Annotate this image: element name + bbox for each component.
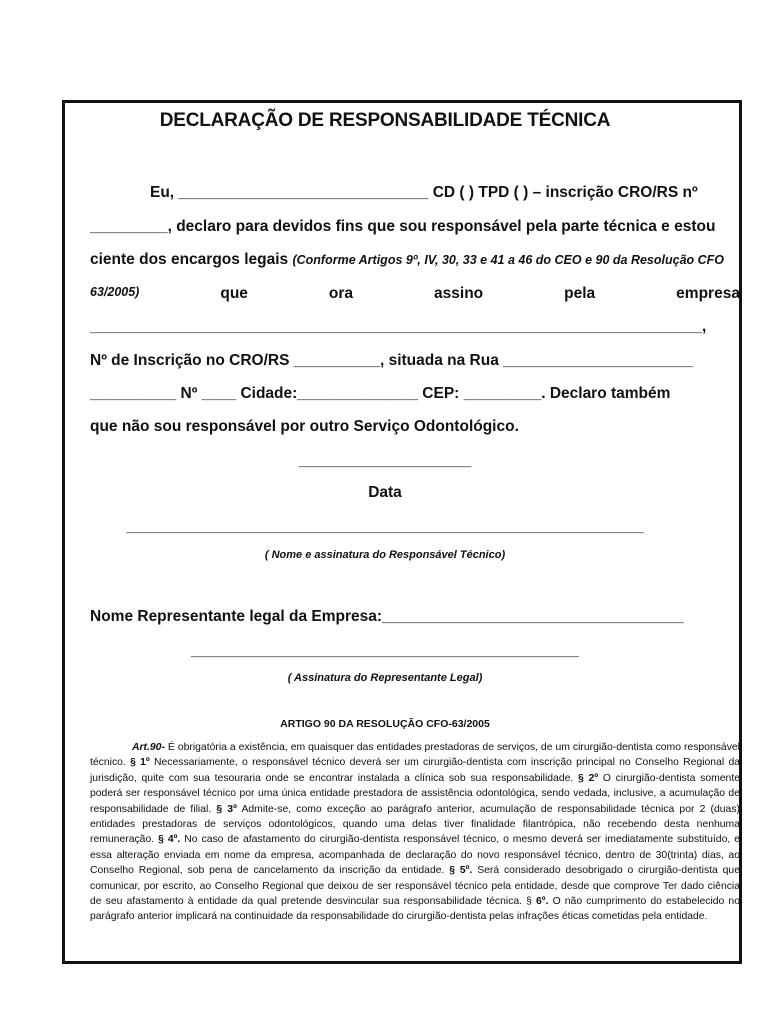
article-body (90, 740, 740, 925)
signature-line: ____________________________________________________________ (126, 518, 644, 535)
date-line: ____________________ (298, 452, 472, 469)
declaration-line-1: Eu, _____________________________ CD ( ) TPD ( ) – inscrição CRO/RS nº (150, 184, 698, 201)
declaration-line-3-text: ciente dos encargos legais (90, 251, 289, 268)
line4-word: que (220, 285, 248, 302)
paragraph-6-label: 6º. (536, 896, 549, 908)
paragraph-6: O não cumprimento do estabelecido no parágrafo anterior implicará na continuidade da responsabilidade do cirurgião-dentista pelas infrações éticas cometidas pela entidade. (90, 896, 740, 923)
article-heading: ARTIGO 90 DA RESOLUÇÃO CFO-63/2005 (280, 718, 490, 730)
line4-word: assino (434, 285, 484, 302)
declaration-line-4 (90, 285, 740, 303)
paragraph-5-label: § 5º. (449, 865, 473, 877)
paragraph-1-label: § 1º (130, 757, 150, 769)
company-representative-label: Nome Representante legal da Empresa:___________________________________ (90, 608, 684, 625)
line4-word: 63/2005) (90, 285, 140, 299)
company-name-blank: _______________________________________________________________________, (90, 318, 707, 335)
declaration-line-8: que não sou responsável por outro Serviço Odontológico. (90, 418, 519, 435)
declaration-line-6: Nº de Inscrição no CRO/RS __________, situada na Rua ______________________ (90, 352, 693, 369)
paragraph-3-label: § 3º (216, 803, 237, 815)
paragraph-4: No caso de afastamento do cirurgião-dentista responsável técnico, o mesmo deverá ser imediatamente substituído, e essa alteração enviada em nome da empresa, acompanhada de declaração do novo responsável técnico, dentro de 30(trinta) dias, ao Conselho Regional, sob pena de cancelamento da inscrição da entidade. (90, 834, 740, 877)
declaration-line-2: _________, declaro para devidos fins que sou responsável pela parte técnica e estou (90, 218, 716, 235)
line4-word: empresa (676, 285, 740, 302)
line4-word: pela (564, 285, 596, 302)
declaration-line-3-italic: (Conforme Artigos 9º, IV, 30, 33 e 41 a 46 do CEO e 90 da Resolução CFO (292, 253, 725, 267)
paragraph-2-label: § 2º (578, 772, 599, 784)
representative-signature-line: _____________________________________________ (191, 642, 579, 659)
paragraph-1: Necessariamente, o responsável técnico deverá ser um cirurgião-dentista com inscrição principal no Conselho Regional da jurisdição, quite com sua tesouraria onde se encontrar instalada a clínica sob sua responsabilidade. (90, 757, 741, 784)
signature-caption: ( Nome e assinatura do Responsável Técnico) (264, 549, 506, 561)
paragraph-2: O cirurgião-dentista somente poderá ser responsável técnico por uma única entidade prestadora de assistência odontológica, sendo vedada, inclusive, a acumulação de responsabilidade de filial. (90, 772, 740, 815)
article-intro: É obrigatória a existência, em quaisquer das entidades prestadoras de serviços, de um cirurgião-dentista como responsável técnico. (90, 742, 740, 769)
date-label: Data (368, 484, 402, 501)
document-title: DECLARAÇÃO DE RESPONSABILIDADE TÉCNICA (159, 110, 611, 131)
line4-word: ora (328, 285, 354, 302)
declaration-line-7: __________ Nº ____ Cidade:______________ CEP: _________. Declaro também (90, 385, 671, 402)
paragraph-4-label: § 4º. (158, 834, 181, 846)
article-label: Art.90- (132, 742, 165, 753)
representative-signature-caption: ( Assinatura do Representante Legal) (287, 672, 483, 684)
declaration-line-3 (90, 251, 740, 269)
paragraph-5: Será considerado desobrigado o cirurgião-dentista que comunicar, por escrito, ao Conselho Regional que deixou de ser responsável técnico pela entidade, desde que comprove Ter dado ciência de seu afastamento à entidade da qual pretende desvincular sua responsabilidade técnica. § (90, 865, 740, 908)
paragraph-3: Admite-se, como exceção ao parágrafo anterior, acumulação de responsabilidade técnica por 2 (duas) entidades prestadoras de serviços odontológicos, quando uma delas tiver finalidade filantrópica, não recebendo desta nenhuma remuneração. (90, 803, 740, 846)
